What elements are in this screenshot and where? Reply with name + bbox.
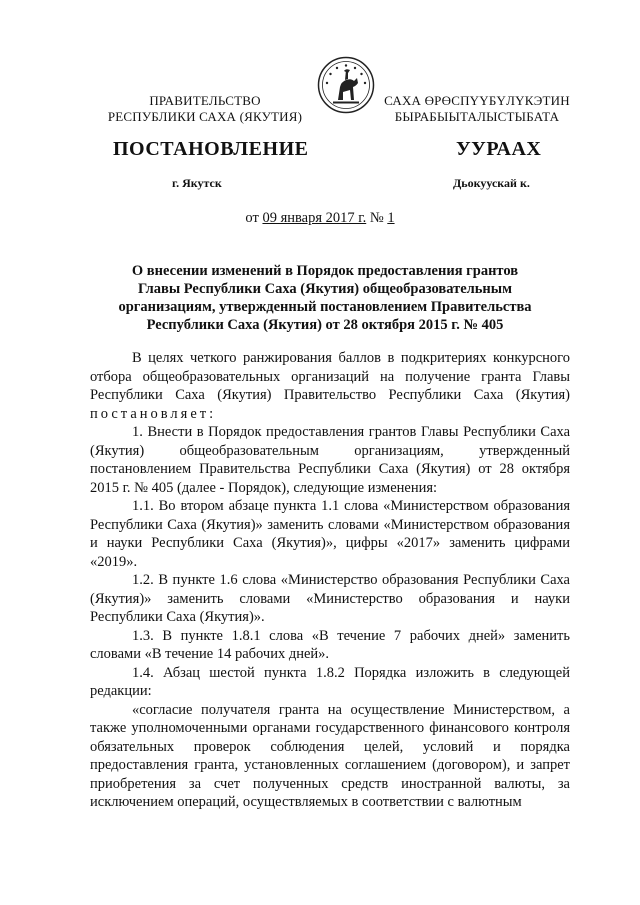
paragraph-1-1: 1.1. Во втором абзаце пункта 1.1 слова «Министерством образования Республики Саха (Якутия)» заменить словами «Министерством образования и науки Республики Саха (Якутия)», цифры «2017» заменить цифрами «2019». [90,498,570,570]
paragraph-1-4: 1.4. Абзац шестой пункта 1.8.2 Порядка изложить в следующей редакции: [90,664,570,699]
header-left-line1: ПРАВИТЕЛЬСТВО [149,93,261,108]
header-right-line2: БЫРАБЫЫТАЛЫСТЫБАТА [394,109,560,124]
decree-number: 1 [387,210,395,226]
city-sakha: Дьокуускай к. [453,176,530,190]
paragraph-1: 1. Внести в Порядок предоставления грантов Главы Республики Саха (Якутия) общеобразовательным организациям, утвержденный постановлением Правительства Республики Саха (Якутия) от 28 октября 2015 г. № 405 (далее - Порядок), следующие изменения: [90,424,570,496]
paragraph-1-3: 1.3. В пункте 1.8.1 слова «В течение 7 рабочих дней» заменить словами «В течение 14 рабочих дней». [90,627,570,662]
preamble-text: В целях четкого ранжирования баллов в подкритериях конкурсного отбора общеобразовательных организаций на получение гранта Главы Республики Саха (Якутия) Правительство Республики Саха (Якутия) [90,350,570,403]
paragraph-quote: «согласие получателя гранта на осуществление Министерством, а также уполномоченными органами государственного финансового контроля обязательных проверок соблюдения целей, условий и порядка предоставления гранта, установленных соглашением (договором), и запрет приобретения за счет полученных средств иностранной валюты, за исключением операций, осуществляемых в соответствии с валютным [90,701,570,810]
decree-date-line [0,210,640,227]
header-left-line2: РЕСПУБЛИКИ САХА (ЯКУТИЯ) [107,109,303,124]
decree-body [90,349,570,812]
paragraph-preamble [90,349,570,423]
document-title-ru: ПОСТАНОВЛЕНИЕ [113,138,309,160]
header-right [372,93,582,125]
date-prefix: от [245,210,263,226]
city-ru: г. Якутск [172,176,222,190]
decree-date: 09 января 2017 г. [262,210,367,226]
header-right-line1: САХА ӨРӨСПҮҮБҮЛҮКЭТИН [384,93,570,108]
coat-of-arms-emblem-icon [317,56,375,114]
number-prefix: № [366,210,388,226]
decree-subject: О внесении изменений в Порядок предоставления грантов Главы Республики Саха (Якутия) общеобразовательным организациям, утвержденный постановлением Правительства Республики Саха (Якутия) от 28 октября 2015 г. № 405 [118,263,532,333]
document-title-sakha: УУРААХ [456,138,542,160]
decree-word: постановляет: [90,405,217,422]
header-left [100,93,310,125]
paragraph-1-2: 1.2. В пункте 1.6 слова «Министерство образования Республики Саха (Якутия)» заменить словами «Министерство образования и науки Республики Саха (Якутия)». [90,572,570,625]
